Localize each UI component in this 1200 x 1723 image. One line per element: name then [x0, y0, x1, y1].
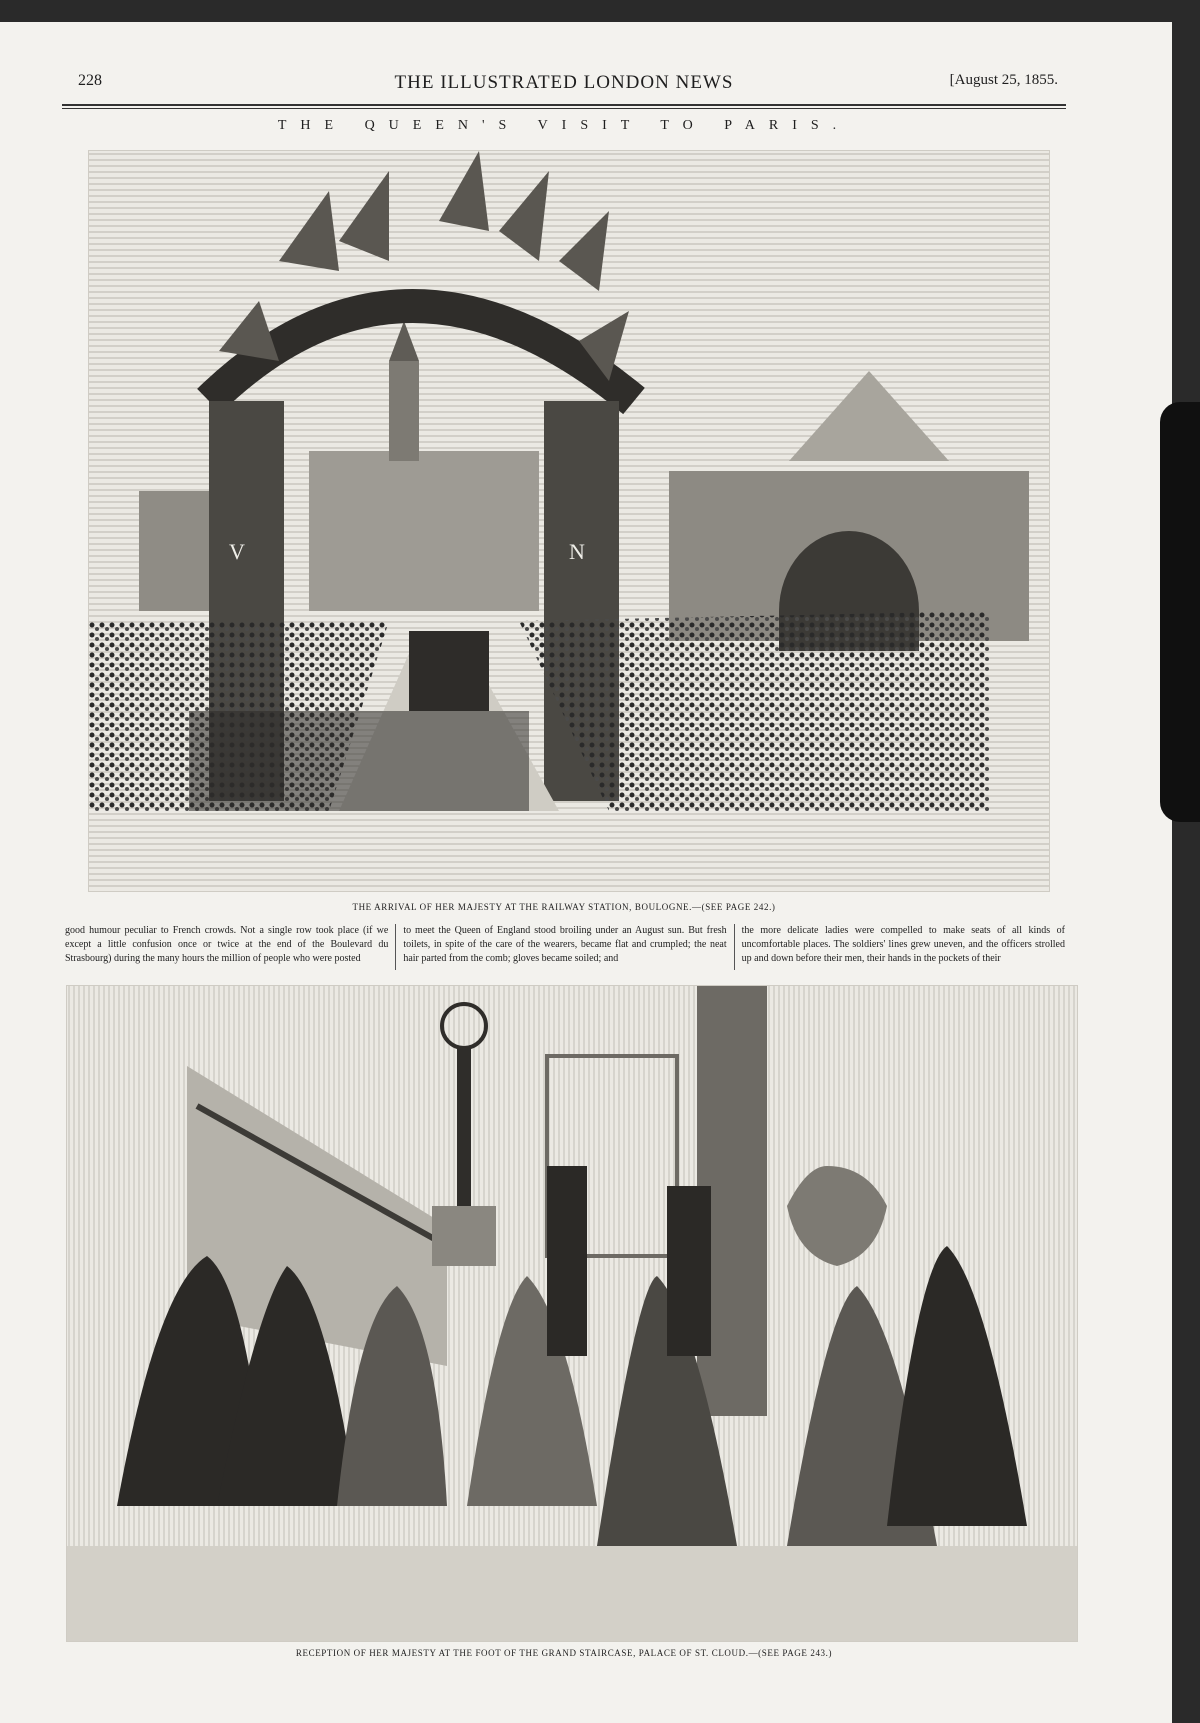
masthead-rule-thin	[62, 108, 1066, 109]
reception-engraving-drawing	[67, 986, 1077, 1641]
caption-reception: RECEPTION OF HER MAJESTY AT THE FOOT OF THE GRAND STAIRCASE, PALACE OF ST. CLOUD.—(SEE PAGE 243.)	[295, 1648, 833, 1658]
text-column-1: good humour peculiar to French crowds. Not a single row took place (if we except a little confusion once or twice at the end of the Boulevard du Strasbourg) during the many hours the million of people who were posted	[65, 925, 389, 964]
issue-date: [August 25, 1855.	[949, 72, 1058, 88]
newspaper-title: THE ILLUSTRATED LONDON NEWS	[394, 72, 734, 93]
page-number: 228	[78, 72, 102, 89]
section-title: THE QUEEN'S VISIT TO PARIS.	[277, 118, 851, 133]
page-edge-shadow	[1160, 402, 1200, 822]
text-column-3: the more delicate ladies were compelled to make seats of all kinds of uncomfortable places. The soldiers' lines grew uneven, and the officers strolled up and down before their men, their hands in the pockets of their	[734, 924, 1072, 970]
engraving-arrival-boulogne	[88, 150, 1050, 892]
article-text-columns	[58, 924, 1072, 970]
masthead-rule	[62, 104, 1066, 106]
text-column-2: to meet the Queen of England stood broiling under an August sun. But fresh toilets, in spite of the care of the wearers, became flat and crumpled; the neat hair parted from the comb; gloves became soiled; and	[395, 924, 733, 970]
caption-arrival: THE ARRIVAL OF HER MAJESTY AT THE RAILWAY STATION, BOULOGNE.—(SEE PAGE 242.)	[352, 902, 776, 912]
masthead	[60, 64, 1068, 100]
arrival-engraving-drawing	[89, 151, 1049, 891]
arch-initial-right: N	[569, 539, 585, 564]
arch-initial-left: V	[229, 539, 245, 564]
engraving-reception-st-cloud	[66, 985, 1078, 1642]
